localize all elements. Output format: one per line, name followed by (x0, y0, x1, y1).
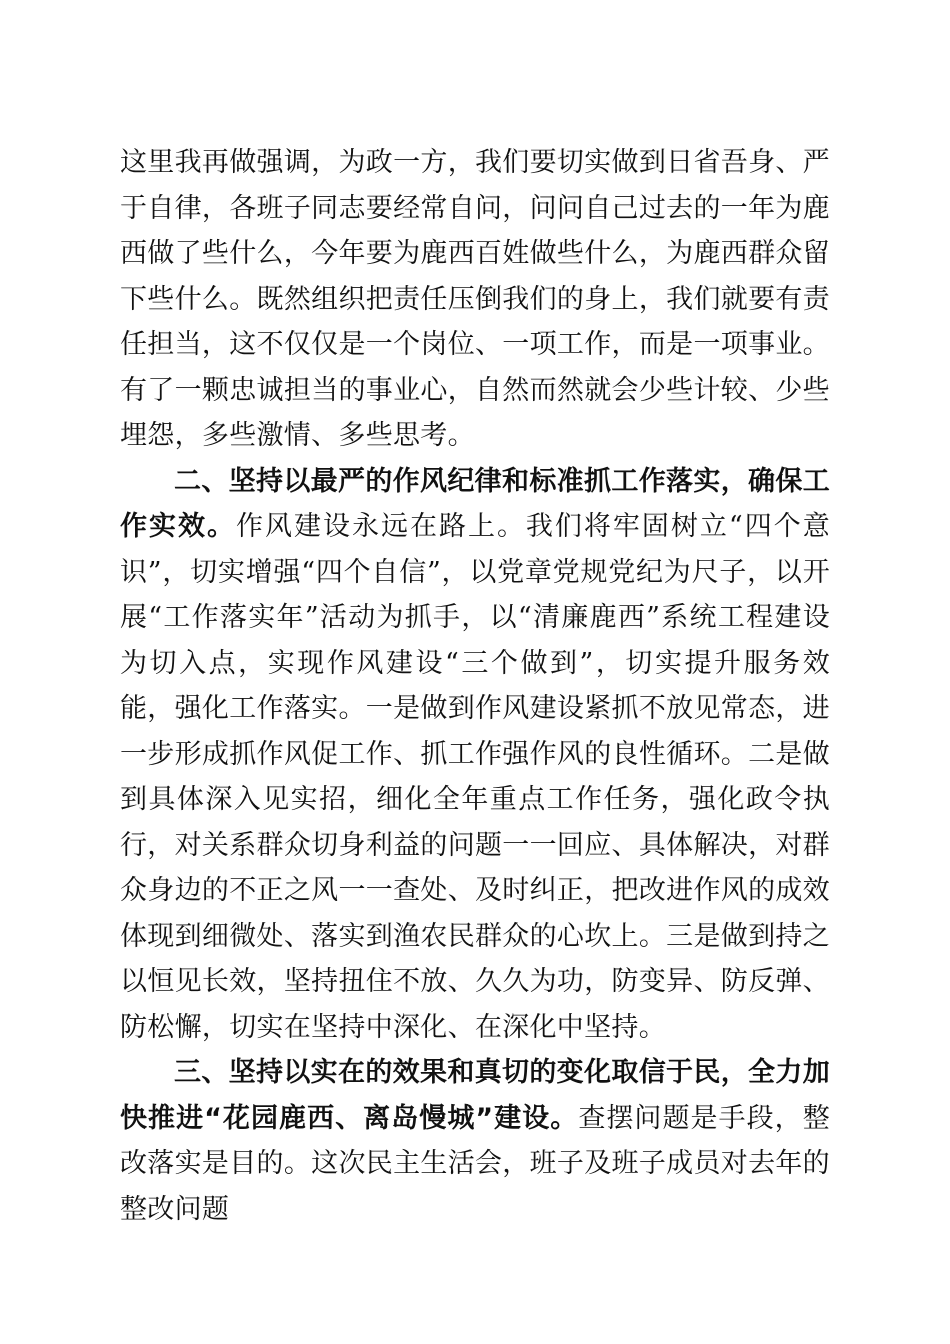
document-body (120, 140, 830, 1232)
paragraph-1-text: 这里我再做强调，为政一方，我们要切实做到日省吾身、严于自律，各班子同志要经常自问，问问自己过去的一年为鹿西做了些什么，今年要为鹿西百姓做些什么，为鹿西群众留下些什么。既然组织把责任压倒我们的身上，我们就要有责任担当，这不仅仅是一个岗位、一项工作，而是一项事业。有了一颗忠诚担当的事业心，自然而然就会少些计较、少些埋怨，多些激情、多些思考。 (120, 147, 830, 451)
paragraph-3 (120, 1050, 830, 1232)
paragraph-2 (120, 459, 830, 1051)
section-heading-3: 三、坚持以实在的效果和真切的变化取信于民，全力加快推进“花园鹿西、离岛慢城”建设。 (120, 1057, 830, 1134)
paragraph-2-text: 作风建设永远在路上。我们将牢固树立“四个意识”，切实增强“四个自信”，以党章党规党纪为尺子，以开展“工作落实年”活动为抓手，以“清廉鹿西”系统工程建设为切入点，实现作风建设“三个做到”，切实提升服务效能，强化工作落实。一是做到作风建设紧抓不放见常态，进一步形成抓作风促工作、抓工作强作风的良性循环。二是做到具体深入见实招，细化全年重点工作任务，强化政令执行，对关系群众切身利益的问题一一回应、具体解决，对群众身边的不正之风一一查处、及时纠正，把改进作风的成效体现到细微处、落实到渔农民群众的心坎上。三是做到持之以恒见长效，坚持扭住不放、久久为功，防变异、防反弹、防松懈，切实在坚持中深化、在深化中坚持。 (120, 511, 830, 1043)
paragraph-1 (120, 140, 830, 459)
section-heading-2: 二、坚持以最严的作风纪律和标准抓工作落实，确保工作实效。 (120, 465, 830, 542)
paragraph-3-text: 查摆问题是手段，整改落实是目的。这次民主生活会，班子及班子成员对去年的整改问题 (120, 1102, 830, 1225)
